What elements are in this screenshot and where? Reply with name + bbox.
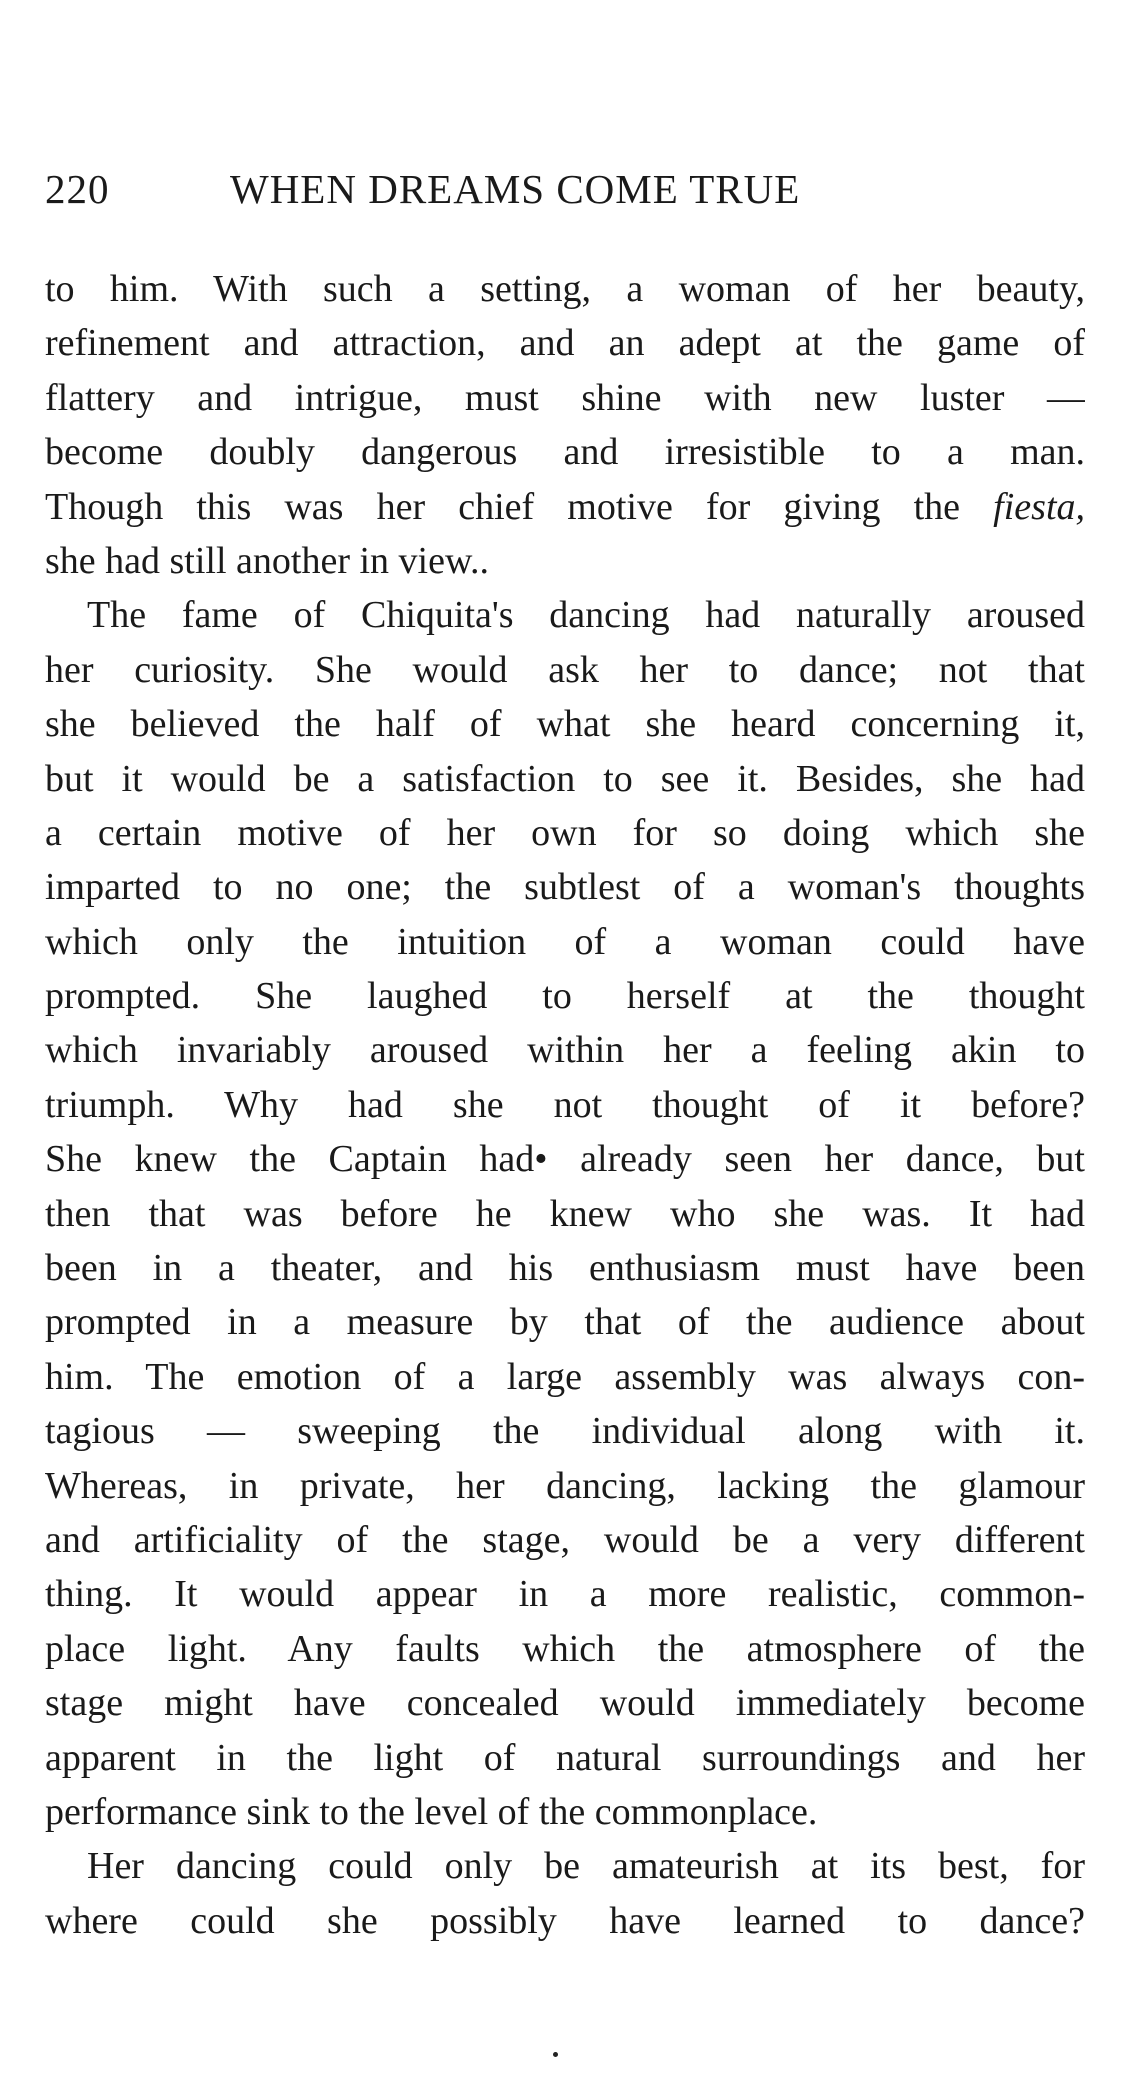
text-line: She knew the Captain had• already seen her dance, but	[45, 1138, 1085, 1181]
text-line: where could she possibly have learned to dance?	[45, 1899, 1085, 1942]
text-line: triumph. Why had she not thought of it before?	[45, 1083, 1085, 1126]
text-line: but it would be a satisfaction to see it. Besides, she had	[45, 757, 1085, 800]
text-line: refinement and attraction, and an adept at the game of	[45, 322, 1085, 365]
text-line: which only the intuition of a woman could have	[45, 920, 1085, 963]
ink-speck	[553, 2052, 558, 2057]
text-line: a certain motive of her own for so doing which she	[45, 811, 1085, 854]
text-line: Her dancing could only be amateurish at its best, for	[87, 1845, 1085, 1888]
text-line: to him. With such a setting, a woman of her beauty,	[45, 268, 1085, 310]
running-head	[45, 165, 1085, 215]
text-line: become doubly dangerous and irresistible to a man.	[45, 431, 1085, 474]
text-line: performance sink to the level of the commonplace.	[45, 1790, 818, 1833]
text-line: Whereas, in private, her dancing, lacking the glamour	[45, 1464, 1085, 1507]
text-line: tagious — sweeping the individual along with it.	[45, 1410, 1085, 1453]
text-line: she had still another in view..	[45, 539, 489, 582]
text-line: prompted in a measure by that of the audience about	[45, 1301, 1085, 1344]
text-line: flattery and intrigue, must shine with new luster —	[45, 376, 1085, 419]
book-title: WHEN DREAMS COME TRUE	[230, 166, 801, 212]
page-number: 220	[45, 166, 110, 212]
text-run: Though this was her chief motive for giving the	[45, 485, 994, 528]
text-line: imparted to no one; the subtlest of a woman's thoughts	[45, 866, 1085, 909]
text-line: stage might have concealed would immediately become	[45, 1682, 1085, 1725]
text-line: which invariably aroused within her a feeling akin to	[45, 1029, 1085, 1072]
text-line: and artificiality of the stage, would be a very different	[45, 1518, 1085, 1561]
italic-word: fiesta,	[993, 485, 1085, 528]
text-line: then that was before he knew who she was. It had	[45, 1192, 1085, 1235]
text-line: apparent in the light of natural surroundings and her	[45, 1736, 1085, 1779]
text-line: thing. It would appear in a more realistic, common-	[45, 1573, 1085, 1616]
text-line: The fame of Chiquita's dancing had naturally aroused	[87, 594, 1085, 637]
body-text	[45, 262, 1085, 1948]
text-line: she believed the half of what she heard concerning it,	[45, 703, 1085, 746]
text-line: her curiosity. She would ask her to dance; not that	[45, 648, 1085, 691]
text-line: place light. Any faults which the atmosphere of the	[45, 1627, 1085, 1670]
text-line-with-italic	[45, 480, 1085, 534]
text-line: him. The emotion of a large assembly was always con-	[45, 1355, 1085, 1398]
text-line: been in a theater, and his enthusiasm must have been	[45, 1247, 1085, 1290]
text-line: prompted. She laughed to herself at the thought	[45, 975, 1085, 1018]
